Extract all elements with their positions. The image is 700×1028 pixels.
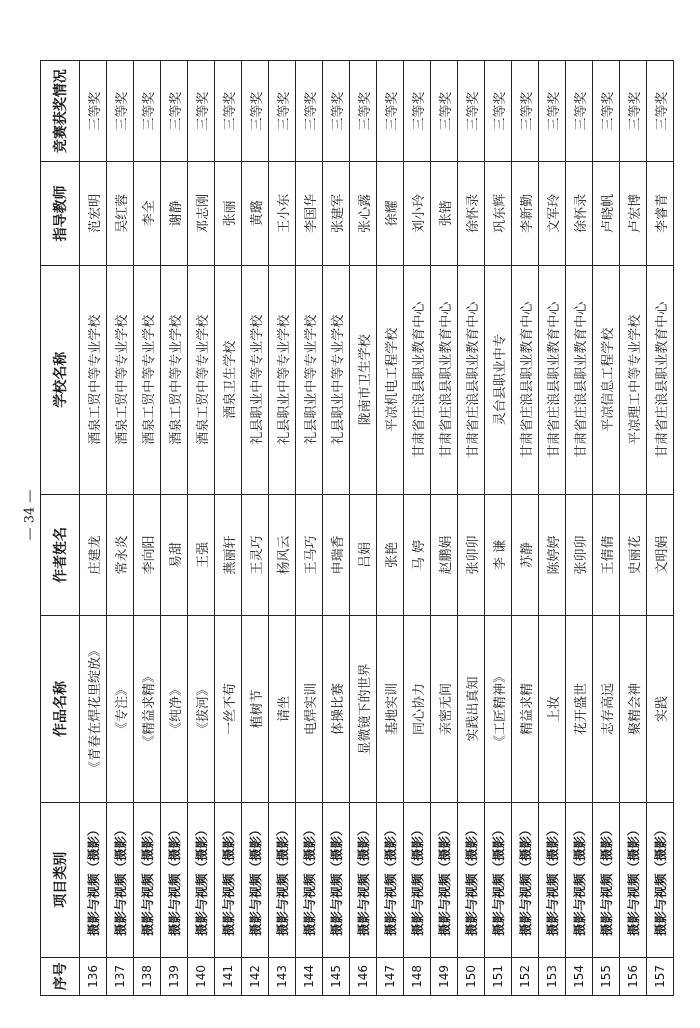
cell-work-title: 《精益求精》 bbox=[134, 616, 161, 803]
cell-serial: 143 bbox=[269, 957, 296, 995]
cell-category: 摄影与视频（摄影） bbox=[242, 802, 269, 957]
cell-work-title: 精益求精 bbox=[512, 616, 539, 803]
cell-award: 三等奖 bbox=[134, 61, 161, 162]
cell-school: 酒泉工贸中等专业学校 bbox=[80, 265, 107, 494]
cell-advisor: 卢晓帆 bbox=[593, 162, 620, 265]
cell-work-title: 基地实训 bbox=[377, 616, 404, 803]
cell-advisor: 徐怀录 bbox=[566, 162, 593, 265]
cell-award: 三等奖 bbox=[458, 61, 485, 162]
cell-serial: 139 bbox=[161, 957, 188, 995]
table-row bbox=[107, 61, 134, 996]
cell-award: 三等奖 bbox=[539, 61, 566, 162]
cell-award: 三等奖 bbox=[80, 61, 107, 162]
cell-author: 王强 bbox=[188, 494, 215, 615]
table-row bbox=[80, 61, 107, 996]
cell-school: 礼县职业中等专业学校 bbox=[269, 265, 296, 494]
table-row bbox=[593, 61, 620, 996]
cell-school: 平凉理工中等专业学校 bbox=[620, 265, 647, 494]
header-award: 竞赛获奖情况 bbox=[41, 61, 80, 162]
cell-advisor: 李睿青 bbox=[647, 162, 674, 265]
table-row bbox=[188, 61, 215, 996]
cell-school: 甘肃省庄浪县职业教育中心 bbox=[512, 265, 539, 494]
cell-award: 三等奖 bbox=[323, 61, 350, 162]
table-row bbox=[647, 61, 674, 996]
header-author: 作者姓名 bbox=[41, 494, 80, 615]
cell-school: 酒泉卫生学校 bbox=[215, 265, 242, 494]
cell-serial: 148 bbox=[404, 957, 431, 995]
cell-work-title: 电焊实训 bbox=[296, 616, 323, 803]
cell-advisor: 张丽 bbox=[215, 162, 242, 265]
cell-category: 摄影与视频（摄影） bbox=[377, 802, 404, 957]
cell-author: 申瑞香 bbox=[323, 494, 350, 615]
cell-author: 李向阳 bbox=[134, 494, 161, 615]
cell-work-title: 《工匠精神》 bbox=[485, 616, 512, 803]
cell-author: 燕丽轩 bbox=[215, 494, 242, 615]
cell-award: 三等奖 bbox=[161, 61, 188, 162]
cell-work-title: 实践出真知 bbox=[458, 616, 485, 803]
cell-school: 酒泉工贸中等专业学校 bbox=[161, 265, 188, 494]
cell-author: 王灵巧 bbox=[242, 494, 269, 615]
cell-serial: 137 bbox=[107, 957, 134, 995]
cell-category: 摄影与视频（摄影） bbox=[593, 802, 620, 957]
cell-advisor: 吴红蓉 bbox=[107, 162, 134, 265]
cell-school: 平凉机电工程学校 bbox=[377, 265, 404, 494]
cell-award: 三等奖 bbox=[485, 61, 512, 162]
cell-award: 三等奖 bbox=[404, 61, 431, 162]
awards-table bbox=[40, 60, 674, 996]
cell-category: 摄影与视频（摄影） bbox=[269, 802, 296, 957]
cell-advisor: 徐耀 bbox=[377, 162, 404, 265]
cell-school: 酒泉工贸中等专业学校 bbox=[188, 265, 215, 494]
cell-work-title: 实践 bbox=[647, 616, 674, 803]
table-row bbox=[296, 61, 323, 996]
cell-advisor: 张锴 bbox=[431, 162, 458, 265]
cell-school: 甘肃省庄浪县职业教育中心 bbox=[458, 265, 485, 494]
cell-category: 摄影与视频（摄影） bbox=[323, 802, 350, 957]
cell-work-title: 《青春在焊花里绽放》 bbox=[80, 616, 107, 803]
cell-serial: 142 bbox=[242, 957, 269, 995]
cell-work-title: 显微镜下的世界 bbox=[350, 616, 377, 803]
cell-serial: 155 bbox=[593, 957, 620, 995]
table-row bbox=[323, 61, 350, 996]
cell-award: 三等奖 bbox=[512, 61, 539, 162]
cell-school: 陇南市卫生学校 bbox=[350, 265, 377, 494]
cell-author: 王马巧 bbox=[296, 494, 323, 615]
cell-category: 摄影与视频（摄影） bbox=[404, 802, 431, 957]
cell-school: 甘肃省庄浪县职业教育中心 bbox=[404, 265, 431, 494]
cell-award: 三等奖 bbox=[296, 61, 323, 162]
cell-work-title: 《拔河》 bbox=[188, 616, 215, 803]
cell-work-title: 《纯净》 bbox=[161, 616, 188, 803]
cell-category: 摄影与视频（摄影） bbox=[647, 802, 674, 957]
cell-category: 摄影与视频（摄影） bbox=[566, 802, 593, 957]
cell-category: 摄影与视频（摄影） bbox=[458, 802, 485, 957]
cell-school: 甘肃省庄浪县职业教育中心 bbox=[539, 265, 566, 494]
cell-advisor: 李全 bbox=[134, 162, 161, 265]
cell-award: 三等奖 bbox=[350, 61, 377, 162]
cell-award: 三等奖 bbox=[107, 61, 134, 162]
table-row bbox=[377, 61, 404, 996]
cell-author: 张卯卯 bbox=[458, 494, 485, 615]
cell-serial: 157 bbox=[647, 957, 674, 995]
cell-work-title: 志存高远 bbox=[593, 616, 620, 803]
table-row bbox=[431, 61, 458, 996]
cell-serial: 150 bbox=[458, 957, 485, 995]
cell-author: 易甜 bbox=[161, 494, 188, 615]
cell-school: 甘肃省庄浪县职业教育中心 bbox=[647, 265, 674, 494]
table-row bbox=[242, 61, 269, 996]
page-number: — 34 — bbox=[22, 489, 38, 541]
cell-award: 三等奖 bbox=[593, 61, 620, 162]
cell-category: 摄影与视频（摄影） bbox=[539, 802, 566, 957]
cell-work-title: 花开盛世 bbox=[566, 616, 593, 803]
cell-serial: 136 bbox=[80, 957, 107, 995]
cell-advisor: 李国华 bbox=[296, 162, 323, 265]
cell-work-title: 同心协力 bbox=[404, 616, 431, 803]
table-row bbox=[539, 61, 566, 996]
table-row bbox=[269, 61, 296, 996]
cell-author: 李 谦 bbox=[485, 494, 512, 615]
cell-serial: 151 bbox=[485, 957, 512, 995]
cell-school: 酒泉工贸中等专业学校 bbox=[134, 265, 161, 494]
cell-category: 摄影与视频（摄影） bbox=[80, 802, 107, 957]
cell-award: 三等奖 bbox=[242, 61, 269, 162]
cell-author: 吕娟 bbox=[350, 494, 377, 615]
cell-category: 摄影与视频（摄影） bbox=[350, 802, 377, 957]
cell-serial: 152 bbox=[512, 957, 539, 995]
cell-serial: 149 bbox=[431, 957, 458, 995]
table-row bbox=[134, 61, 161, 996]
table-header-row bbox=[41, 61, 80, 996]
cell-work-title: 一丝不苟 bbox=[215, 616, 242, 803]
table-row bbox=[350, 61, 377, 996]
cell-category: 摄影与视频（摄影） bbox=[134, 802, 161, 957]
cell-category: 摄影与视频（摄影） bbox=[620, 802, 647, 957]
cell-award: 三等奖 bbox=[188, 61, 215, 162]
cell-advisor: 张心露 bbox=[350, 162, 377, 265]
cell-work-title: 亲密无间 bbox=[431, 616, 458, 803]
cell-advisor: 巩东辉 bbox=[485, 162, 512, 265]
table-row bbox=[161, 61, 188, 996]
header-work-title: 作品名称 bbox=[41, 616, 80, 803]
cell-award: 三等奖 bbox=[215, 61, 242, 162]
cell-author: 马 婷 bbox=[404, 494, 431, 615]
cell-advisor: 徐怀录 bbox=[458, 162, 485, 265]
cell-award: 三等奖 bbox=[566, 61, 593, 162]
cell-serial: 146 bbox=[350, 957, 377, 995]
cell-advisor: 王小东 bbox=[269, 162, 296, 265]
cell-author: 张卯卯 bbox=[566, 494, 593, 615]
header-category: 项目类别 bbox=[41, 802, 80, 957]
cell-award: 三等奖 bbox=[647, 61, 674, 162]
cell-serial: 156 bbox=[620, 957, 647, 995]
cell-school: 甘肃省庄浪县职业教育中心 bbox=[566, 265, 593, 494]
cell-advisor: 黄璐 bbox=[242, 162, 269, 265]
cell-author: 常永炎 bbox=[107, 494, 134, 615]
cell-work-title: 上妆 bbox=[539, 616, 566, 803]
cell-category: 摄影与视频（摄影） bbox=[107, 802, 134, 957]
cell-work-title: 聚精会神 bbox=[620, 616, 647, 803]
cell-author: 赵鹏娟 bbox=[431, 494, 458, 615]
cell-serial: 138 bbox=[134, 957, 161, 995]
cell-advisor: 卢宏博 bbox=[620, 162, 647, 265]
cell-category: 摄影与视频（摄影） bbox=[161, 802, 188, 957]
table-row bbox=[566, 61, 593, 996]
cell-award: 三等奖 bbox=[377, 61, 404, 162]
table-row bbox=[404, 61, 431, 996]
table-row bbox=[458, 61, 485, 996]
cell-advisor: 邓志刚 bbox=[188, 162, 215, 265]
cell-award: 三等奖 bbox=[269, 61, 296, 162]
cell-advisor: 李新勤 bbox=[512, 162, 539, 265]
cell-author: 王倩倩 bbox=[593, 494, 620, 615]
cell-work-title: 请坐 bbox=[269, 616, 296, 803]
cell-award: 三等奖 bbox=[620, 61, 647, 162]
table-row bbox=[620, 61, 647, 996]
cell-serial: 141 bbox=[215, 957, 242, 995]
cell-school: 酒泉工贸中等专业学校 bbox=[107, 265, 134, 494]
cell-author: 陈婷婷 bbox=[539, 494, 566, 615]
cell-serial: 147 bbox=[377, 957, 404, 995]
table-row bbox=[512, 61, 539, 996]
cell-advisor: 刘小玲 bbox=[404, 162, 431, 265]
cell-author: 杨风云 bbox=[269, 494, 296, 615]
cell-serial: 154 bbox=[566, 957, 593, 995]
header-advisor: 指导教师 bbox=[41, 162, 80, 265]
cell-category: 摄影与视频（摄影） bbox=[485, 802, 512, 957]
cell-work-title: 体操比赛 bbox=[323, 616, 350, 803]
cell-serial: 140 bbox=[188, 957, 215, 995]
cell-advisor: 谢静 bbox=[161, 162, 188, 265]
cell-serial: 153 bbox=[539, 957, 566, 995]
cell-advisor: 范宏明 bbox=[80, 162, 107, 265]
cell-school: 礼县职业中等专业学校 bbox=[323, 265, 350, 494]
cell-author: 庄建龙 bbox=[80, 494, 107, 615]
header-school: 学校名称 bbox=[41, 265, 80, 494]
cell-author: 苏静 bbox=[512, 494, 539, 615]
cell-category: 摄影与视频（摄影） bbox=[512, 802, 539, 957]
cell-category: 摄影与视频（摄影） bbox=[296, 802, 323, 957]
table-row bbox=[485, 61, 512, 996]
cell-author: 史丽花 bbox=[620, 494, 647, 615]
cell-school: 礼县职业中等专业学校 bbox=[296, 265, 323, 494]
cell-category: 摄影与视频（摄影） bbox=[431, 802, 458, 957]
cell-work-title: 植树节 bbox=[242, 616, 269, 803]
cell-advisor: 张建军 bbox=[323, 162, 350, 265]
cell-author: 文明娟 bbox=[647, 494, 674, 615]
cell-author: 张艳 bbox=[377, 494, 404, 615]
cell-category: 摄影与视频（摄影） bbox=[188, 802, 215, 957]
cell-school: 平凉信息工程学校 bbox=[593, 265, 620, 494]
cell-category: 摄影与视频（摄影） bbox=[215, 802, 242, 957]
cell-school: 灵台县职业中专 bbox=[485, 265, 512, 494]
page-number-box bbox=[15, 470, 45, 560]
cell-award: 三等奖 bbox=[431, 61, 458, 162]
cell-advisor: 文军玲 bbox=[539, 162, 566, 265]
header-serial: 序号 bbox=[41, 957, 80, 995]
table-row bbox=[215, 61, 242, 996]
table-body bbox=[80, 61, 674, 996]
cell-work-title: 《专注》 bbox=[107, 616, 134, 803]
cell-school: 甘肃省庄浪县职业教育中心 bbox=[431, 265, 458, 494]
cell-school: 礼县职业中等专业学校 bbox=[242, 265, 269, 494]
cell-serial: 145 bbox=[323, 957, 350, 995]
cell-serial: 144 bbox=[296, 957, 323, 995]
